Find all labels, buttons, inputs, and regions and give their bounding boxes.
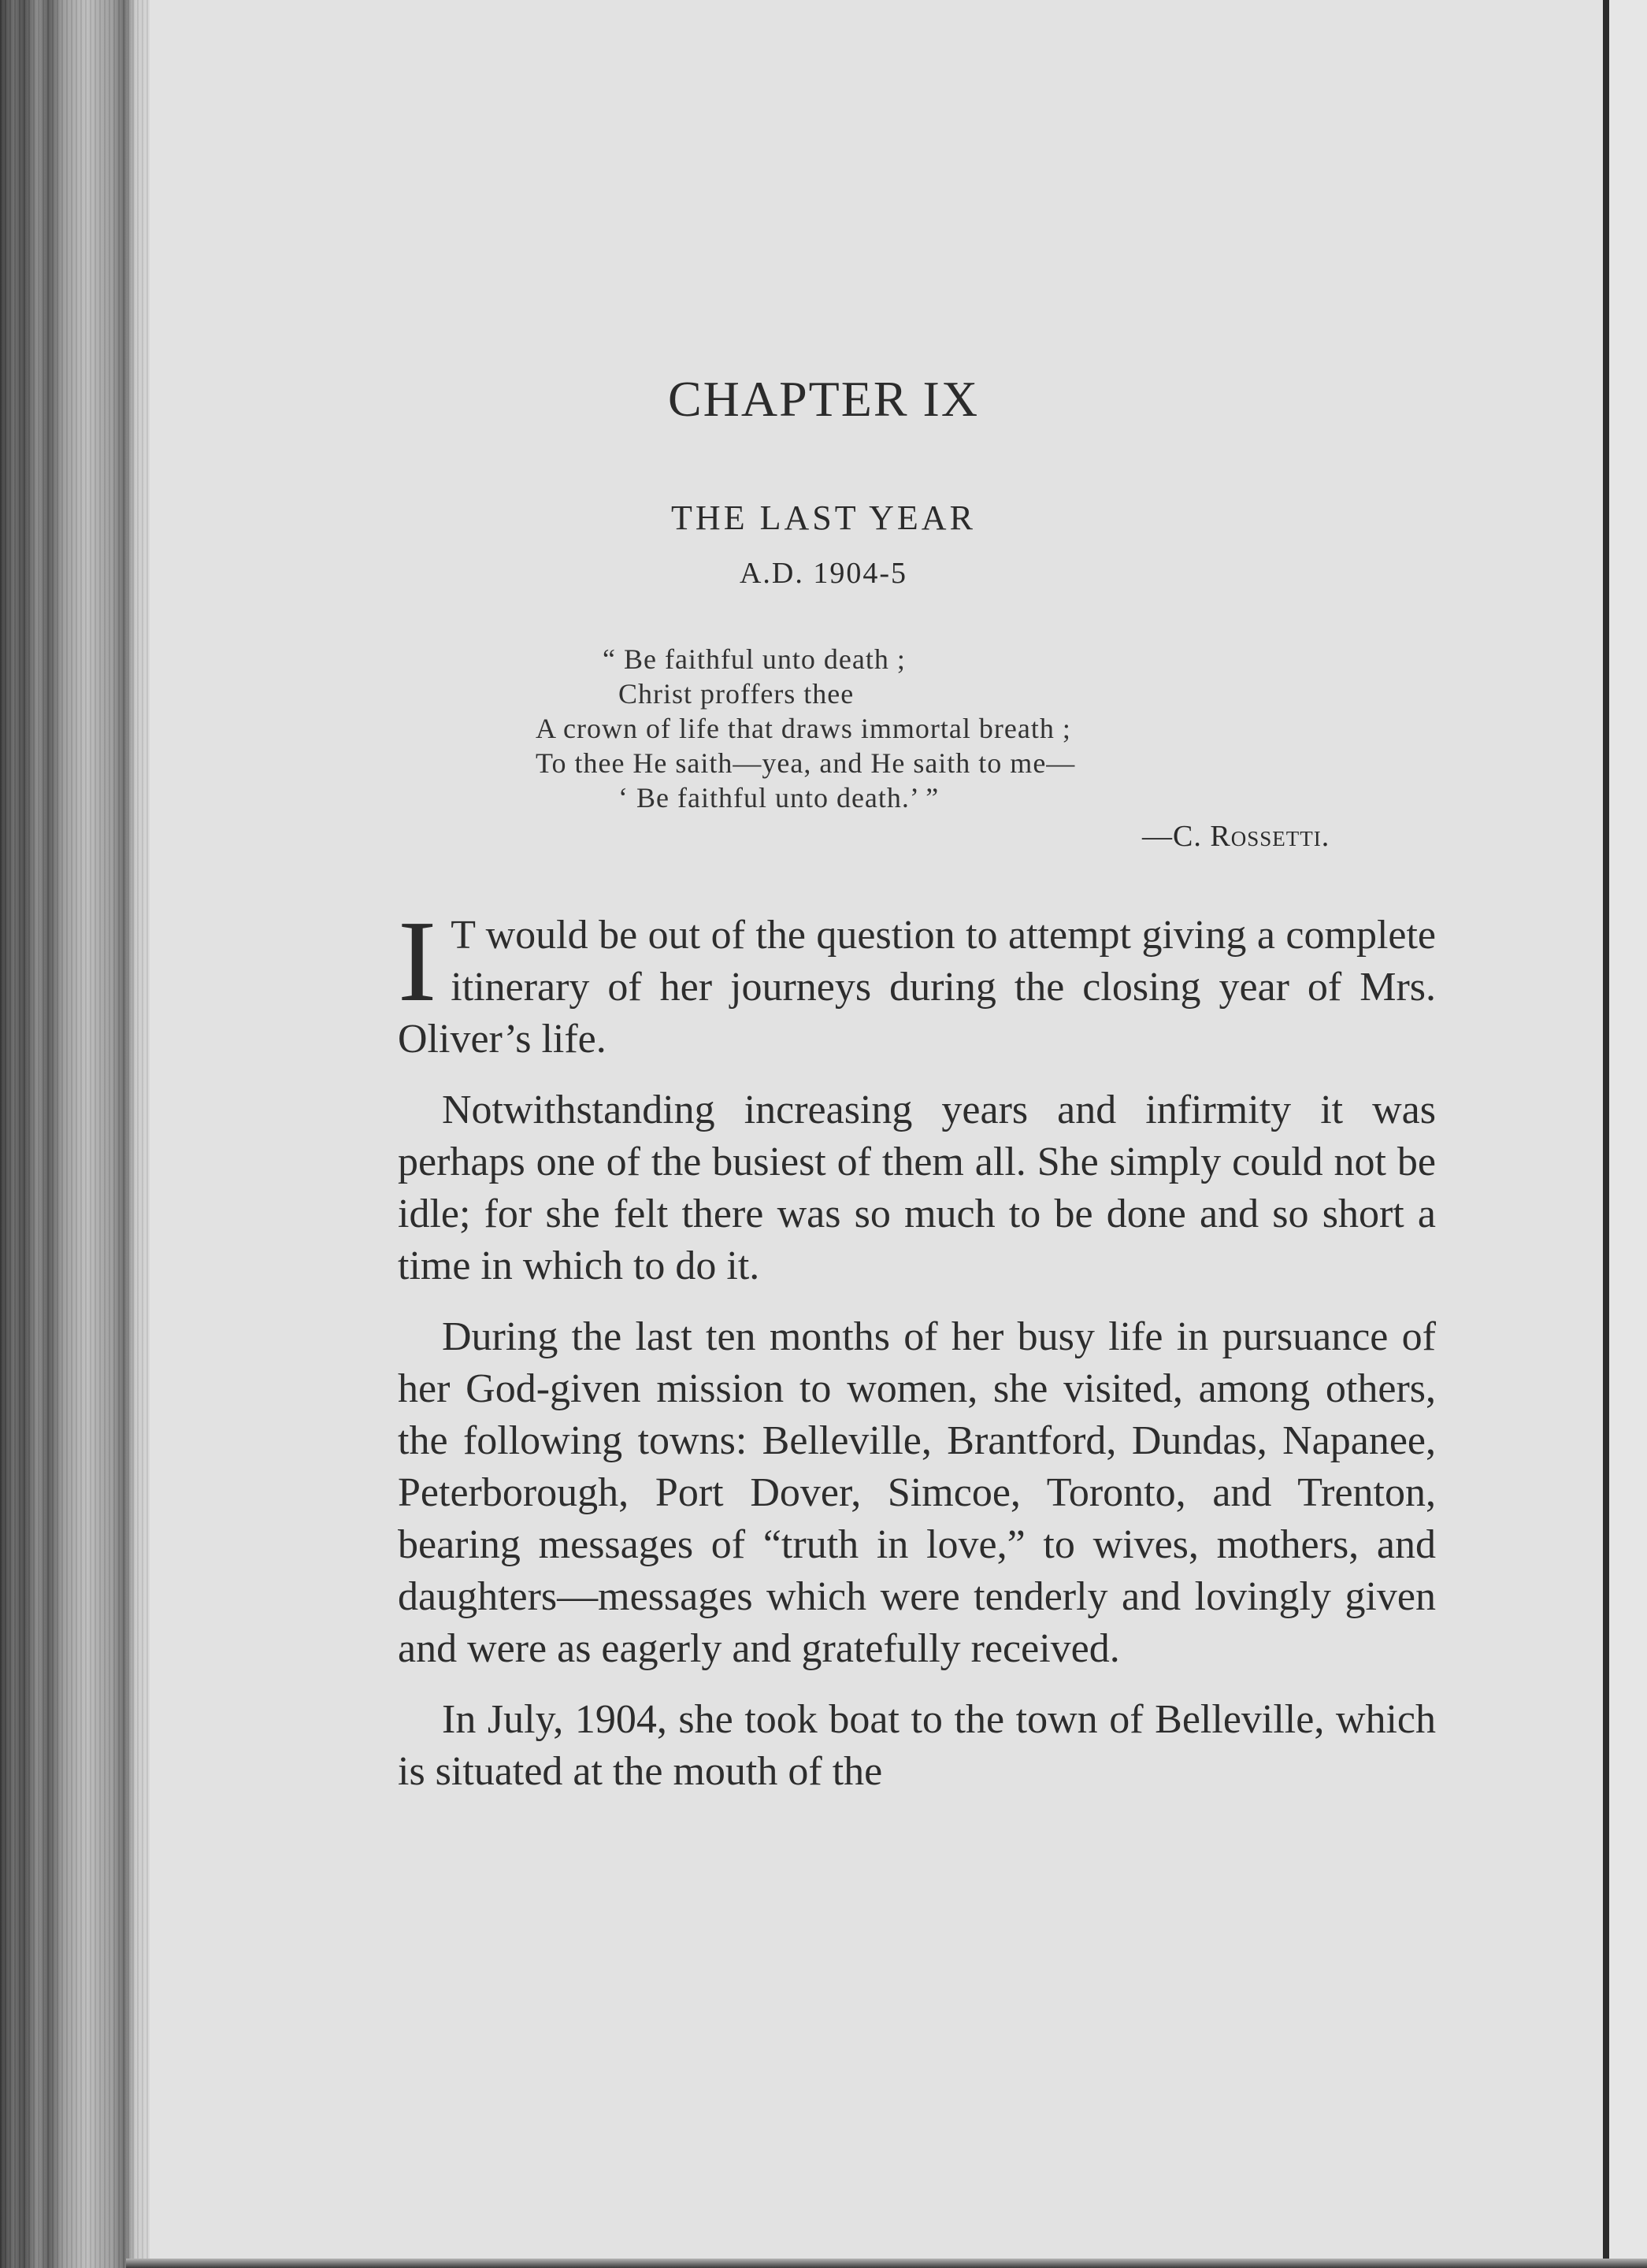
poem-line: Christ proffers thee <box>618 678 855 710</box>
paragraph-text: T would be out of the question to attempt giving a complete itinerary of her journeys during the closing year of Mrs. Oliver’s life. <box>398 913 1436 1062</box>
poem-line: ‘ Be faithful unto death.’ ” <box>618 782 940 813</box>
page-edges <box>0 0 150 2268</box>
page-right-border <box>1603 0 1609 2268</box>
attribution-prefix: —C. <box>1142 820 1211 853</box>
drop-cap: I <box>398 897 437 1026</box>
epigraph-poem <box>536 642 1402 815</box>
poem-line: To thee He saith—yea, and He saith to me— <box>536 747 1076 779</box>
page-right-margin <box>1609 0 1647 2268</box>
poem-line: A crown of life that draws immortal breath ; <box>536 713 1071 744</box>
paragraph: Notwithstanding increasing years and infirmity it was perhaps one of the busiest of them all. She simply could not be idle; for she felt there was so much to be done and so short a time in which to do it. <box>398 1088 1436 1288</box>
paragraph: During the last ten months of her busy life in pursuance of her God-given mission to women, she visited, among others, the following towns: Belleville, Brantford, Dundas, Napanee, Peterborough, Port Dover, Simcoe, Toronto, and Trenton, bearing messages of “truth in love,” to wives, mothers, and daughters—messages which were tenderly and lovingly given and were as eagerly and gratefully received. <box>398 1314 1436 1671</box>
epigraph-attribution <box>1142 819 1330 854</box>
chapter-date: A.D. 1904-5 <box>739 557 908 590</box>
chapter-body <box>398 897 1436 1817</box>
page-bottom-edge <box>126 2259 1647 2268</box>
paragraph: In July, 1904, she took boat to the town of Belleville, which is situated at the mouth of the <box>398 1697 1436 1794</box>
attribution-author: Rossetti. <box>1210 820 1330 853</box>
section-title: THE LAST YEAR <box>671 498 976 537</box>
poem-line: “ Be faithful unto death ; <box>603 643 906 675</box>
chapter-title: CHAPTER IX <box>667 371 980 427</box>
paragraph <box>398 897 1436 1065</box>
